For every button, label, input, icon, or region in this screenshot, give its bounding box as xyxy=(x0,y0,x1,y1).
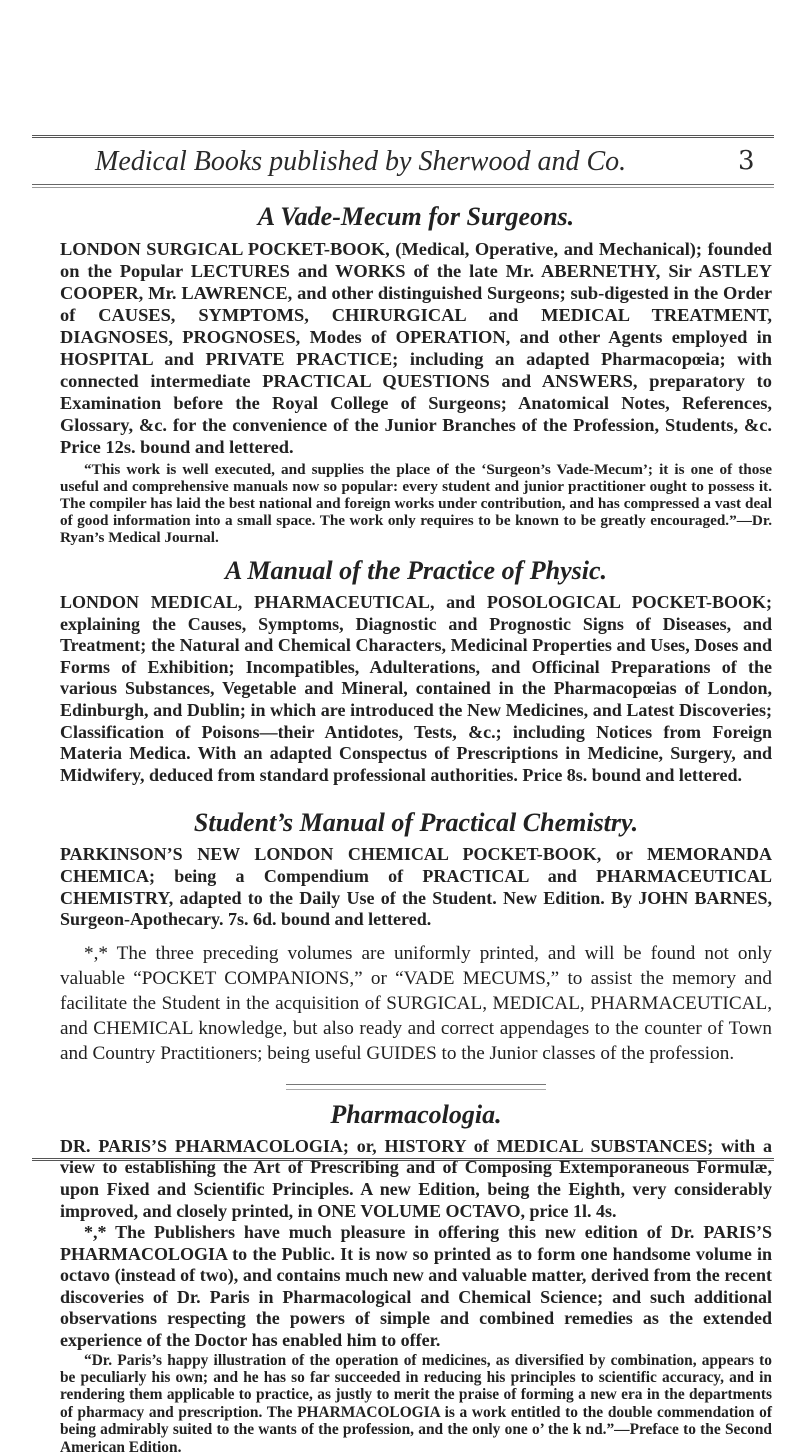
header-rule-secondary xyxy=(32,187,774,188)
header-rule xyxy=(32,184,774,185)
section-pharmacologia xyxy=(60,1100,772,1456)
bottom-rule xyxy=(32,1158,774,1161)
volumes-note: *,* The three preceding volumes are uniformly printed, and will be found not only valuable “POCKET COMPANIONS,” or “VADE MECUMS,” to assist the memory and facilitate the Student in the acquisition of SURGICAL, MEDICAL, PHARMACEUTICAL, and CHEMICAL knowledge, but also ready and correct appendages to the counter of Town and Country Practitioners; being useful GUIDES to the Junior classes of the profession. xyxy=(60,942,772,1064)
section-heading: Student’s Manual of Practical Chemistry. xyxy=(193,808,639,838)
book-entry: DR. PARIS’S PHARMACOLOGIA; or, HISTORY of MEDICAL SUBSTANCES; with a view to establishing the Art of Prescribing and of Composing Extemporaneous Formulæ, upon Fixed and Scientific Principles. A new Edition, being the Eighth, very considerably improved, and closely printed, in ONE VOLUME OCTAVO, price 1l. 4s. xyxy=(60,1135,772,1221)
section-heading: Pharmacologia. xyxy=(330,1099,502,1129)
section-chemistry xyxy=(60,808,772,1065)
review-quote: “Dr. Paris’s happy illustration of the operation of medicines, as diversified by combination, appears to be peculiarly his own; and he has so far succeeded in reducing his principles to scientific accuracy, and in rendering them applicable to practice, as justly to merit the praise of forming a new era in the departments of pharmacy and prescription. The PHARMACOLOGIA is a work entitled to the double commendation of being admirably suited to the wants of the profession, and the only one o’ the k nd.”—Preface to the Second American Edition. xyxy=(60,1351,772,1456)
running-head xyxy=(0,140,800,180)
review-quote: “This work is well executed, and supplies the place of the ‘Surgeon’s Vade-Mecum’; it is one of those useful and comprehensive manuals now so popular: every student and junior practitioner ought to possess it. The compiler has laid the best national and foreign works under contribution, and has compressed a vast deal of good information into a small space. The work only requires to be known to be greatly encouraged.”—Dr. Ryan’s Medical Journal. xyxy=(60,461,772,546)
book-entry: LONDON SURGICAL POCKET-BOOK, (Medical, Operative, and Mechanical); founded on the Popular LECTURES and WORKS of the late Mr. ABERNETHY, Sir ASTLEY COOPER, Mr. LAWRENCE, and other distinguished Surgeons; sub-digested in the Order of CAUSES, SYMPTOMS, CHIRURGICAL and MEDICAL TREATMENT, DIAGNOSES, PROGNOSES, Modes of OPERATION, and other Agents employed in HOSPITAL and PRIVATE PRACTICE; including an adapted Pharmacopœia; with connected intermediate PRACTICAL QUESTIONS and ANSWERS, preparatory to Examination before the Royal College of Surgeons; Anatomical Notes, References, Glossary, &c. for the convenience of the Junior Branches of the Profession, Students, &c. Price 12s. bound and lettered. xyxy=(60,239,772,457)
publishers-notice: *,* The Publishers have much pleasure in offering this new edition of Dr. PARIS’S PHARMACOLOGIA to the Public. It is now so printed as to form one handsome volume in octavo (instead of two), and contains much new and valuable matter, derived from the recent discoveries of Dr. Paris in Pharmacological and Chemical Science; and such additional observations respecting the powers of simple and combined remedies as the extended experience of the Doctor has enabled him to offer. xyxy=(60,1222,772,1351)
section-divider xyxy=(286,1084,546,1085)
book-entry: LONDON MEDICAL, PHARMACEUTICAL, and POSOLOGICAL POCKET-BOOK; explaining the Causes, Symptoms, Diagnostic and Prognostic Signs of Diseases, and Treatment; the Natural and Chemical Characters, Medicinal Properties and Uses, Doses and Forms of Exhibition; Incompatibles, Adulterations, and Officinal Preparations of the various Substances, Vegetable and Mineral, contained in the Pharmacopœias of London, Edinburgh, and Dublin; in which are introduced the New Medicines, and Latest Discoveries; Classification of Poisons—their Antidotes, Tests, &c.; including Notices from Foreign Materia Medica. With an adapted Conspectus of Prescriptions in Medicine, Surgery, and Midwifery, deduced from standard professional authorities. Price 8s. bound and lettered. xyxy=(60,592,772,785)
section-surgical xyxy=(60,202,772,546)
section-divider-secondary xyxy=(286,1089,546,1090)
top-rule xyxy=(32,135,774,138)
running-title: Medical Books published by Sherwood and Co. xyxy=(95,146,627,177)
page-content xyxy=(60,192,772,1456)
page-number: 3 xyxy=(738,146,755,176)
section-heading: A Manual of the Practice of Physic. xyxy=(224,556,608,585)
book-entry: PARKINSON’S NEW LONDON CHEMICAL POCKET-BOOK, or MEMORANDA CHEMICA; being a Compendium of PRACTICAL and PHARMACEUTICAL CHEMISTRY, adapted to the Daily Use of the Student. New Edition. By JOHN BARNES, Surgeon-Apothecary. 7s. 6d. bound and lettered. xyxy=(60,844,772,930)
section-heading: A Vade-Mecum for Surgeons. xyxy=(257,202,575,231)
section-physic xyxy=(60,556,772,786)
